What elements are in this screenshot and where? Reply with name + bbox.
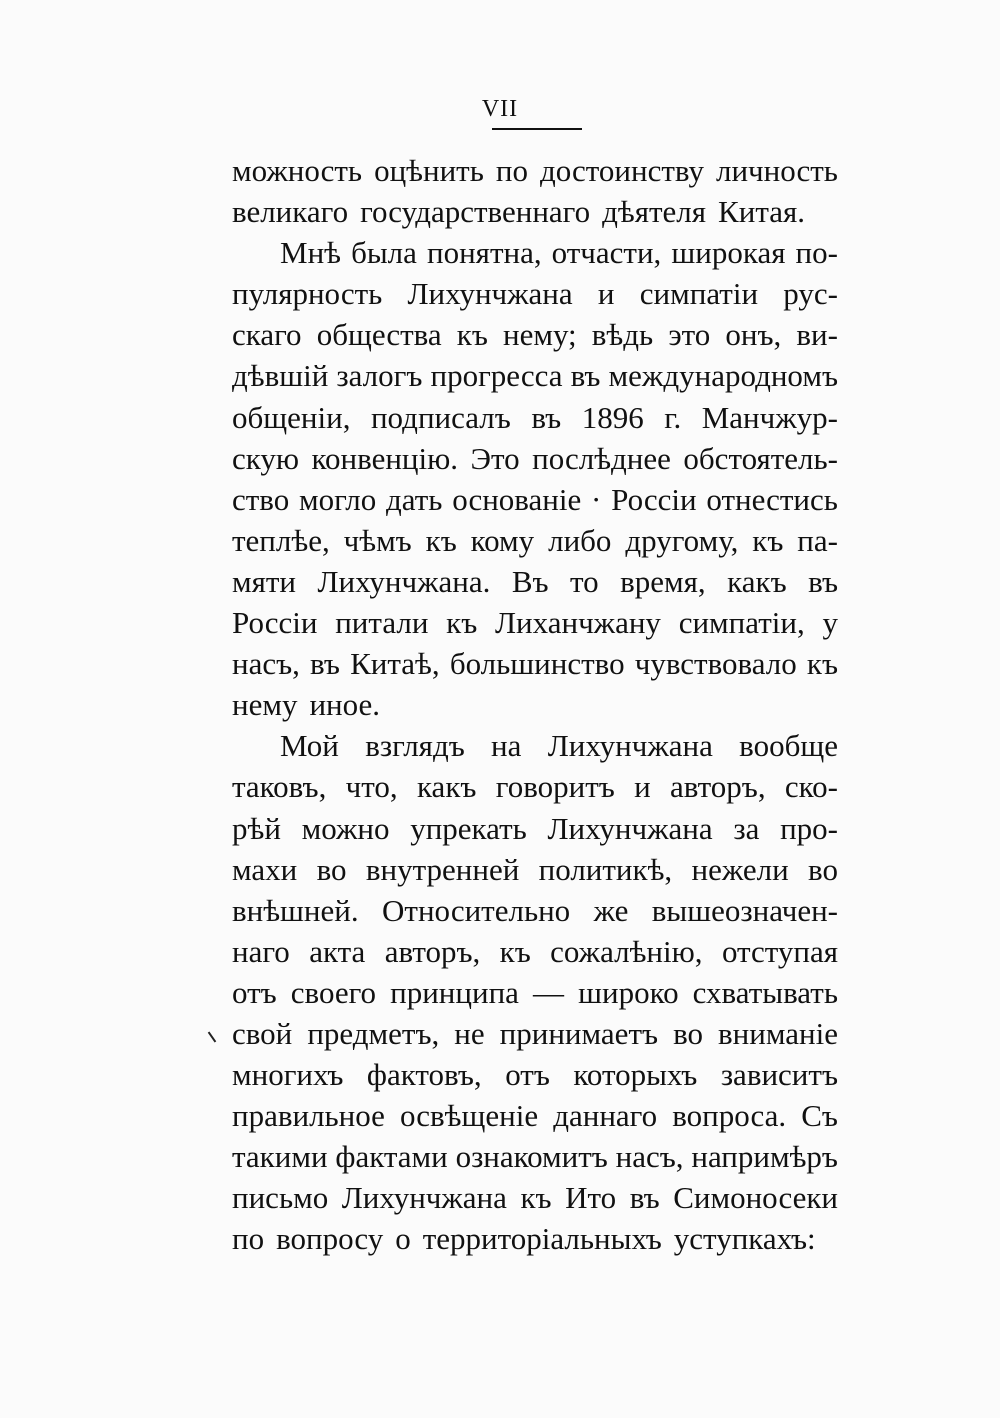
word: чѣмъ xyxy=(343,522,412,558)
stray-ink-mark xyxy=(208,1032,217,1043)
word: скаго xyxy=(232,317,302,353)
word: то xyxy=(570,563,599,599)
word: ско- xyxy=(784,769,838,805)
word: говоритъ xyxy=(495,769,615,805)
word: фактами xyxy=(335,1139,448,1175)
word: кому xyxy=(470,522,535,558)
word: территоріальныхъ xyxy=(422,1221,662,1257)
text-line xyxy=(232,273,838,314)
word: теплѣе, xyxy=(232,522,330,558)
word: вниманіе xyxy=(718,1015,838,1051)
word: освѣщеніе xyxy=(400,1098,539,1134)
word: Лихунчжана xyxy=(341,1180,507,1216)
text-line xyxy=(232,849,838,890)
word: въ xyxy=(310,646,340,682)
word: дѣятеля xyxy=(602,194,707,230)
word: къ xyxy=(446,605,478,641)
word: во xyxy=(316,851,347,887)
word: государственнаго xyxy=(360,194,591,230)
word: иное. xyxy=(309,687,381,723)
word: 1896 xyxy=(581,399,644,435)
word: нему; xyxy=(503,317,577,353)
word: Мнѣ xyxy=(280,235,341,271)
word: симпатіи, xyxy=(678,605,805,641)
word: отчасти, xyxy=(551,235,662,271)
text-line xyxy=(232,1013,838,1054)
word: время, xyxy=(620,563,706,599)
word: — xyxy=(533,974,565,1010)
word: достоинству xyxy=(539,153,704,188)
word: во xyxy=(808,851,838,887)
text-line xyxy=(232,397,838,438)
word: схватывать xyxy=(692,974,838,1010)
word: не xyxy=(454,1015,485,1051)
text-line xyxy=(232,1095,838,1136)
word: Относительно xyxy=(382,892,571,928)
word: Лихунчжана xyxy=(547,728,713,764)
word: взглядъ xyxy=(365,728,465,764)
word: Лихунчжана xyxy=(547,810,713,846)
word: основаніе xyxy=(452,481,582,517)
word: общества xyxy=(316,317,442,353)
word: Ито xyxy=(565,1180,617,1216)
word: онъ, xyxy=(725,317,782,353)
word: послѣднее xyxy=(532,440,671,476)
word: большинство xyxy=(449,646,625,682)
word: · xyxy=(591,481,602,517)
word: это xyxy=(668,317,711,353)
word: Мой xyxy=(280,728,339,764)
text-line xyxy=(232,438,838,479)
word: даннаго xyxy=(553,1098,658,1134)
word: внѣшней. xyxy=(232,892,359,928)
text-line xyxy=(232,643,838,684)
word: Лихунчжана xyxy=(407,276,573,312)
word: вопроса. xyxy=(672,1098,787,1134)
word: напримѣръ xyxy=(691,1139,838,1175)
word: великаго xyxy=(232,194,349,230)
word: могло xyxy=(299,481,377,517)
word: ство xyxy=(232,481,290,517)
page-number: VII xyxy=(481,96,519,122)
word: своего xyxy=(290,974,377,1010)
word: по- xyxy=(795,235,838,271)
word: другому, xyxy=(625,522,739,558)
text-line xyxy=(232,1177,838,1218)
word: нему xyxy=(232,687,298,723)
word: какъ xyxy=(727,563,787,599)
word: понятна, xyxy=(427,235,542,271)
word: насъ, xyxy=(232,646,300,682)
word: уступкахъ: xyxy=(673,1221,816,1257)
text-line xyxy=(232,232,838,273)
word: личность xyxy=(715,153,838,188)
page-number-rule xyxy=(492,128,582,130)
text-line xyxy=(232,931,838,972)
word: насъ, xyxy=(615,1139,684,1175)
text-line xyxy=(232,1218,838,1259)
word: прогресса xyxy=(430,358,563,394)
word: къ xyxy=(752,522,784,558)
word: дѣвшій xyxy=(232,358,329,394)
word: конвенцію. xyxy=(311,440,459,476)
word: авторъ, xyxy=(670,769,766,805)
word: многихъ xyxy=(232,1057,344,1093)
word: таковъ, xyxy=(232,769,327,805)
word: про- xyxy=(780,810,838,846)
word: Россіи xyxy=(232,605,318,641)
text-line xyxy=(232,684,838,725)
word: чувствовало xyxy=(634,646,797,682)
word: вышеозначен- xyxy=(651,892,838,928)
word: г. xyxy=(664,399,682,435)
word: и xyxy=(634,769,651,805)
word: питали xyxy=(335,605,429,641)
word: отступая xyxy=(721,933,838,969)
word: подписалъ xyxy=(370,399,511,435)
text-line xyxy=(232,355,838,396)
word: политикѣ, xyxy=(538,851,673,887)
word: къ xyxy=(425,522,457,558)
word: Китая. xyxy=(718,194,806,230)
text-line xyxy=(232,766,838,807)
word: пулярность xyxy=(232,276,383,312)
word: же xyxy=(593,892,629,928)
word: рѣй xyxy=(232,810,281,846)
text-line xyxy=(232,1136,838,1177)
text-line xyxy=(232,808,838,849)
word: скую xyxy=(232,440,300,476)
word: свой xyxy=(232,1015,293,1051)
word: и xyxy=(597,276,615,312)
word: во xyxy=(673,1015,703,1051)
text-line xyxy=(232,561,838,602)
word: вообще xyxy=(739,728,838,764)
word: Китаѣ, xyxy=(350,646,440,682)
word: какъ xyxy=(416,769,477,805)
word: отъ xyxy=(505,1057,550,1093)
word: въ xyxy=(808,563,838,599)
word: акта xyxy=(309,933,366,969)
text-line xyxy=(232,191,838,232)
word: международномъ xyxy=(608,358,838,394)
word: Лихунчжана. xyxy=(317,563,491,599)
word: оцѣнить xyxy=(374,153,484,188)
word: упрекать xyxy=(410,810,527,846)
word: къ xyxy=(456,317,488,353)
text-line xyxy=(232,890,838,931)
word: отъ xyxy=(232,974,277,1010)
word: у xyxy=(822,605,838,641)
word: была xyxy=(351,235,417,271)
word: общеніи, xyxy=(232,399,351,435)
text-line xyxy=(232,725,838,766)
word: махи xyxy=(232,851,298,887)
word: Россіи xyxy=(611,481,697,517)
word: ви- xyxy=(796,317,838,353)
body-text xyxy=(232,150,838,1260)
word: па- xyxy=(797,522,838,558)
word: на xyxy=(491,728,522,764)
word: Лиханчжану xyxy=(495,605,661,641)
word: Въ xyxy=(511,563,549,599)
word: обстоятель- xyxy=(683,440,838,476)
text-line xyxy=(232,972,838,1013)
word: такими xyxy=(232,1139,328,1175)
word: правильное xyxy=(232,1098,385,1134)
word: вопросу xyxy=(276,1221,384,1257)
word: по xyxy=(495,153,528,188)
text-line xyxy=(232,520,838,561)
word: широкая xyxy=(671,235,786,271)
word: дать xyxy=(386,481,443,517)
word: принимаетъ xyxy=(499,1015,659,1051)
word: къ xyxy=(520,1180,552,1216)
word: предметъ, xyxy=(307,1015,440,1051)
text-line xyxy=(232,479,838,520)
word: сожалѣнію, xyxy=(550,933,703,969)
word: вѣдь xyxy=(591,317,654,353)
word: о xyxy=(395,1221,411,1257)
word: въ xyxy=(531,399,562,435)
word: ознакомитъ xyxy=(455,1139,608,1175)
word: широко xyxy=(578,974,679,1010)
word: нежели xyxy=(691,851,789,887)
word: рус- xyxy=(783,276,838,312)
word: авторъ, xyxy=(384,933,481,969)
word: зависитъ xyxy=(720,1057,838,1093)
word: Манчжур- xyxy=(701,399,838,435)
word: Съ xyxy=(801,1098,838,1134)
word: принципа xyxy=(390,974,519,1010)
text-line xyxy=(232,150,838,191)
word: фактовъ, xyxy=(366,1057,482,1093)
word: отнестись xyxy=(706,481,838,517)
word: мяти xyxy=(232,563,297,599)
word: письмо xyxy=(232,1180,329,1216)
word: наго xyxy=(232,933,290,969)
word: въ xyxy=(570,358,601,394)
word: можно xyxy=(301,810,390,846)
word: которыхъ xyxy=(573,1057,698,1093)
word: внутренней xyxy=(365,851,520,887)
word: либо xyxy=(548,522,612,558)
word: Это xyxy=(470,440,520,476)
word: что, xyxy=(345,769,398,805)
text-line xyxy=(232,1054,838,1095)
word: можность xyxy=(232,153,363,188)
word: къ xyxy=(499,933,531,969)
text-line xyxy=(232,314,838,355)
word: по xyxy=(232,1221,265,1257)
word: симпатіи xyxy=(639,276,759,312)
word: Симоносеки xyxy=(673,1180,838,1216)
text-line xyxy=(232,602,838,643)
word: за xyxy=(733,810,760,846)
word: въ xyxy=(629,1180,660,1216)
word: залогъ xyxy=(336,358,423,394)
word: къ xyxy=(806,646,838,682)
